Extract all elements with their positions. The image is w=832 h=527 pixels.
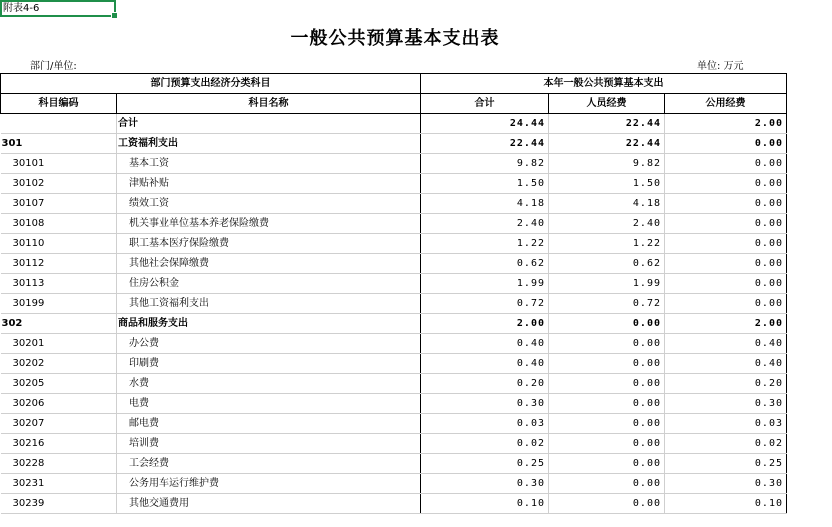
cell-public[interactable]: 0.40 xyxy=(665,334,787,354)
cell-name[interactable]: 培训费 xyxy=(117,434,421,454)
table-row xyxy=(1,154,787,174)
cell-public[interactable]: 0.00 xyxy=(665,294,787,314)
selected-cell-text: 附表4-6 xyxy=(3,3,40,14)
selected-cell[interactable] xyxy=(0,0,116,17)
cell-public[interactable]: 0.30 xyxy=(665,474,787,494)
cell-personnel[interactable]: 0.00 xyxy=(549,314,665,334)
cell-total[interactable]: 0.40 xyxy=(421,354,549,374)
department-label: 部门/单位: xyxy=(30,61,77,72)
cell-total[interactable]: 1.50 xyxy=(421,174,549,194)
cell-personnel[interactable]: 0.00 xyxy=(549,414,665,434)
cell-total[interactable]: 9.82 xyxy=(421,154,549,174)
cell-code[interactable]: 302 xyxy=(1,314,117,334)
cell-total[interactable]: 0.30 xyxy=(421,474,549,494)
cell-public[interactable]: 0.00 xyxy=(665,194,787,214)
cell-code[interactable]: 30202 xyxy=(1,354,117,374)
cell-public[interactable]: 0.00 xyxy=(665,274,787,294)
cell-name[interactable]: 电费 xyxy=(117,394,421,414)
table-row xyxy=(1,274,787,294)
cell-code[interactable]: 30201 xyxy=(1,334,117,354)
cell-total[interactable]: 0.03 xyxy=(421,414,549,434)
cell-personnel[interactable]: 0.00 xyxy=(549,394,665,414)
table-row xyxy=(1,494,787,514)
table-row xyxy=(1,134,787,154)
cell-name[interactable]: 工会经费 xyxy=(117,454,421,474)
table-row xyxy=(1,234,787,254)
cell-personnel[interactable]: 1.22 xyxy=(549,234,665,254)
cell-public[interactable]: 0.10 xyxy=(665,494,787,514)
cell-total[interactable]: 0.62 xyxy=(421,254,549,274)
cell-total[interactable]: 1.22 xyxy=(421,234,549,254)
cell-personnel[interactable]: 2.40 xyxy=(549,214,665,234)
table-row xyxy=(1,194,787,214)
cell-personnel[interactable]: 0.00 xyxy=(549,494,665,514)
table-row xyxy=(1,434,787,454)
cell-name[interactable]: 其他工资福利支出 xyxy=(117,294,421,314)
cell-total[interactable]: 0.40 xyxy=(421,334,549,354)
cell-code[interactable]: 30205 xyxy=(1,374,117,394)
cell-personnel[interactable]: 0.00 xyxy=(549,334,665,354)
cell-public[interactable]: 0.20 xyxy=(665,374,787,394)
cell-total[interactable]: 0.20 xyxy=(421,374,549,394)
cell-name[interactable]: 印刷费 xyxy=(117,354,421,374)
page-title: 一般公共预算基本支出表 xyxy=(290,28,500,49)
budget-table xyxy=(0,73,787,514)
cell-name[interactable]: 水费 xyxy=(117,374,421,394)
header-code[interactable]: 科目编码 xyxy=(1,94,117,114)
cell-personnel[interactable]: 0.00 xyxy=(549,474,665,494)
header-group-row xyxy=(1,74,787,94)
cell-total[interactable]: 4.18 xyxy=(421,194,549,214)
cell-name[interactable]: 机关事业单位基本养老保险缴费 xyxy=(117,214,421,234)
cell-personnel[interactable]: 0.72 xyxy=(549,294,665,314)
table-row xyxy=(1,214,787,234)
fill-handle[interactable] xyxy=(111,12,118,19)
header-personnel[interactable]: 人员经费 xyxy=(549,94,665,114)
table-row xyxy=(1,114,787,134)
table-row xyxy=(1,254,787,274)
cell-personnel[interactable]: 0.00 xyxy=(549,354,665,374)
cell-code[interactable]: 30108 xyxy=(1,214,117,234)
table-row xyxy=(1,354,787,374)
cell-name[interactable]: 办公费 xyxy=(117,334,421,354)
cell-public[interactable]: 0.00 xyxy=(665,174,787,194)
cell-total[interactable]: 0.30 xyxy=(421,394,549,414)
cell-total[interactable]: 0.10 xyxy=(421,494,549,514)
cell-public[interactable]: 0.30 xyxy=(665,394,787,414)
table-row xyxy=(1,394,787,414)
cell-public[interactable]: 0.00 xyxy=(665,234,787,254)
header-column-row xyxy=(1,94,787,114)
cell-name[interactable]: 邮电费 xyxy=(117,414,421,434)
cell-public[interactable]: 0.00 xyxy=(665,154,787,174)
cell-public[interactable]: 0.00 xyxy=(665,134,787,154)
cell-personnel[interactable]: 1.50 xyxy=(549,174,665,194)
table-row xyxy=(1,314,787,334)
cell-personnel[interactable]: 22.44 xyxy=(549,114,665,134)
cell-total[interactable]: 22.44 xyxy=(421,134,549,154)
cell-name[interactable]: 公务用车运行维护费 xyxy=(117,474,421,494)
cell-public[interactable]: 0.02 xyxy=(665,434,787,454)
cell-name[interactable]: 绩效工资 xyxy=(117,194,421,214)
header-public[interactable]: 公用经费 xyxy=(665,94,787,114)
cell-personnel[interactable]: 1.99 xyxy=(549,274,665,294)
cell-code[interactable]: 30231 xyxy=(1,474,117,494)
table-row xyxy=(1,414,787,434)
cell-total[interactable]: 0.25 xyxy=(421,454,549,474)
cell-name[interactable]: 其他社会保障缴费 xyxy=(117,254,421,274)
cell-public[interactable]: 0.00 xyxy=(665,214,787,234)
header-total[interactable]: 合计 xyxy=(421,94,549,114)
cell-code[interactable]: 30206 xyxy=(1,394,117,414)
cell-name[interactable]: 工资福利支出 xyxy=(117,134,421,154)
table-row xyxy=(1,454,787,474)
cell-code[interactable]: 30110 xyxy=(1,234,117,254)
cell-code[interactable]: 30216 xyxy=(1,434,117,454)
cell-personnel[interactable]: 0.00 xyxy=(549,374,665,394)
cell-personnel[interactable]: 0.00 xyxy=(549,454,665,474)
table-row xyxy=(1,474,787,494)
cell-personnel[interactable]: 9.82 xyxy=(549,154,665,174)
cell-public[interactable]: 2.00 xyxy=(665,314,787,334)
cell-code[interactable]: 30239 xyxy=(1,494,117,514)
cell-personnel[interactable]: 0.62 xyxy=(549,254,665,274)
cell-public[interactable]: 0.25 xyxy=(665,454,787,474)
cell-personnel[interactable]: 0.00 xyxy=(549,434,665,454)
header-group-left[interactable]: 部门预算支出经济分类科目 xyxy=(1,74,421,94)
cell-code[interactable]: 30207 xyxy=(1,414,117,434)
cell-total[interactable]: 2.00 xyxy=(421,314,549,334)
cell-code[interactable]: 30107 xyxy=(1,194,117,214)
cell-total[interactable]: 0.72 xyxy=(421,294,549,314)
cell-name[interactable]: 商品和服务支出 xyxy=(117,314,421,334)
cell-name[interactable]: 津贴补贴 xyxy=(117,174,421,194)
cell-public[interactable]: 0.00 xyxy=(665,254,787,274)
cell-name[interactable]: 基本工资 xyxy=(117,154,421,174)
unit-label: 单位: 万元 xyxy=(697,61,744,72)
cell-total[interactable]: 24.44 xyxy=(421,114,549,134)
cell-code[interactable]: 30101 xyxy=(1,154,117,174)
cell-name[interactable]: 合计 xyxy=(117,114,421,134)
cell-code[interactable]: 30228 xyxy=(1,454,117,474)
table-row xyxy=(1,334,787,354)
cell-code[interactable]: 30102 xyxy=(1,174,117,194)
cell-code[interactable]: 30112 xyxy=(1,254,117,274)
cell-name[interactable]: 住房公积金 xyxy=(117,274,421,294)
cell-personnel[interactable]: 22.44 xyxy=(549,134,665,154)
table-row xyxy=(1,374,787,394)
table-row xyxy=(1,174,787,194)
cell-code[interactable]: 30199 xyxy=(1,294,117,314)
cell-code[interactable]: 30113 xyxy=(1,274,117,294)
cell-personnel[interactable]: 4.18 xyxy=(549,194,665,214)
cell-total[interactable]: 2.40 xyxy=(421,214,549,234)
cell-total[interactable]: 0.02 xyxy=(421,434,549,454)
cell-code[interactable] xyxy=(1,114,117,134)
cell-code[interactable]: 301 xyxy=(1,134,117,154)
table-row xyxy=(1,294,787,314)
header-name[interactable]: 科目名称 xyxy=(117,94,421,114)
cell-name[interactable]: 职工基本医疗保险缴费 xyxy=(117,234,421,254)
header-group-right[interactable]: 本年一般公共预算基本支出 xyxy=(421,74,787,94)
cell-total[interactable]: 1.99 xyxy=(421,274,549,294)
cell-public[interactable]: 0.40 xyxy=(665,354,787,374)
cell-public[interactable]: 0.03 xyxy=(665,414,787,434)
cell-name[interactable]: 其他交通费用 xyxy=(117,494,421,514)
cell-public[interactable]: 2.00 xyxy=(665,114,787,134)
